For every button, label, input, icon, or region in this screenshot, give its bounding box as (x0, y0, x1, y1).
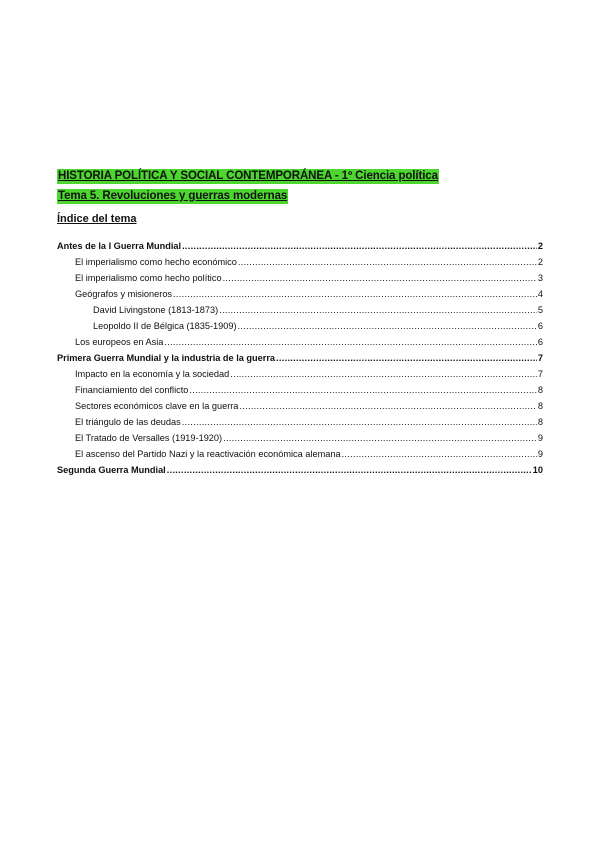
toc-leader-dots (223, 433, 537, 443)
toc-leader-dots (164, 337, 537, 347)
toc-entry-label: El imperialismo como hecho político (75, 273, 222, 283)
toc-entry-label: Impacto en la economía y la sociedad (75, 369, 230, 379)
toc-leader-dots (167, 465, 532, 475)
toc-entry-label: Geógrafos y misioneros (75, 289, 173, 299)
document-header (57, 166, 547, 206)
toc-entry-page: 2 (537, 241, 543, 251)
toc-entry-page: 7 (537, 369, 543, 379)
toc-entry-page: 5 (537, 305, 543, 315)
toc-entry[interactable] (57, 305, 543, 321)
toc-entry[interactable] (57, 417, 543, 433)
toc-entry-page: 4 (537, 289, 543, 299)
toc-entry-label: Segunda Guerra Mundial (57, 465, 166, 475)
toc-entry[interactable] (57, 257, 543, 273)
toc-entry-page: 8 (537, 385, 543, 395)
toc-leader-dots (230, 369, 537, 379)
toc-leader-dots (276, 353, 537, 363)
toc-entry[interactable] (57, 449, 543, 465)
toc-leader-dots (238, 257, 537, 267)
toc-entry-page: 8 (537, 417, 543, 427)
toc-leader-dots (239, 401, 536, 411)
toc-heading: Índice del tema (57, 213, 137, 225)
toc-leader-dots (189, 385, 537, 395)
toc-entry-label: Leopoldo II de Bélgica (1835-1909) (93, 321, 237, 331)
toc-entry-page: 2 (537, 257, 543, 267)
toc-leader-dots (342, 449, 537, 459)
toc-entry[interactable] (57, 401, 543, 417)
document-title: HISTORIA POLÍTICA Y SOCIAL CONTEMPORÁNEA - 1º Ciencia política (58, 170, 438, 182)
toc-leader-dots (219, 305, 537, 315)
toc-entry-page: 6 (537, 337, 543, 347)
toc-entry-label: Financiamiento del conflicto (75, 385, 189, 395)
toc-entry-label: El triángulo de las deudas (75, 417, 181, 427)
toc-entry-page: 8 (537, 401, 543, 411)
toc-entry-page: 3 (537, 273, 543, 283)
toc-entry[interactable] (57, 465, 543, 481)
toc-entry-label: Primera Guerra Mundial y la industria de la guerra (57, 353, 276, 363)
toc-entry[interactable] (57, 241, 543, 257)
toc-entry-page: 7 (537, 353, 543, 363)
toc-leader-dots (182, 241, 537, 251)
toc-entry-page: 10 (532, 465, 543, 475)
toc-entry[interactable] (57, 321, 543, 337)
toc-entry-label: El ascenso del Partido Nazi y la reactivación económica alemana (75, 449, 341, 459)
toc-leader-dots (223, 273, 537, 283)
toc-entry-page: 9 (537, 433, 543, 443)
table-of-contents (57, 241, 543, 481)
toc-entry[interactable] (57, 337, 543, 353)
toc-entry-label: Los europeos en Asia (75, 337, 164, 347)
toc-entry-label: El imperialismo como hecho económico (75, 257, 237, 267)
toc-entry-label: El Tratado de Versalles (1919-1920) (75, 433, 223, 443)
toc-leader-dots (238, 321, 537, 331)
toc-leader-dots (182, 417, 537, 427)
toc-entry[interactable] (57, 353, 543, 369)
title-line (57, 166, 547, 186)
toc-entry[interactable] (57, 273, 543, 289)
toc-entry-label: Antes de la I Guerra Mundial (57, 241, 182, 251)
toc-entry-label: Sectores económicos clave en la guerra (75, 401, 239, 411)
toc-entry[interactable] (57, 433, 543, 449)
subtitle-line (57, 186, 547, 206)
toc-entry-label: David Livingstone (1813-1873) (93, 305, 219, 315)
toc-entry-page: 6 (537, 321, 543, 331)
toc-entry[interactable] (57, 369, 543, 385)
toc-entry[interactable] (57, 385, 543, 401)
toc-entry-page: 9 (537, 449, 543, 459)
toc-entry[interactable] (57, 289, 543, 305)
document-subtitle: Tema 5. Revoluciones y guerras modernas (58, 190, 288, 202)
toc-leader-dots (173, 289, 537, 299)
